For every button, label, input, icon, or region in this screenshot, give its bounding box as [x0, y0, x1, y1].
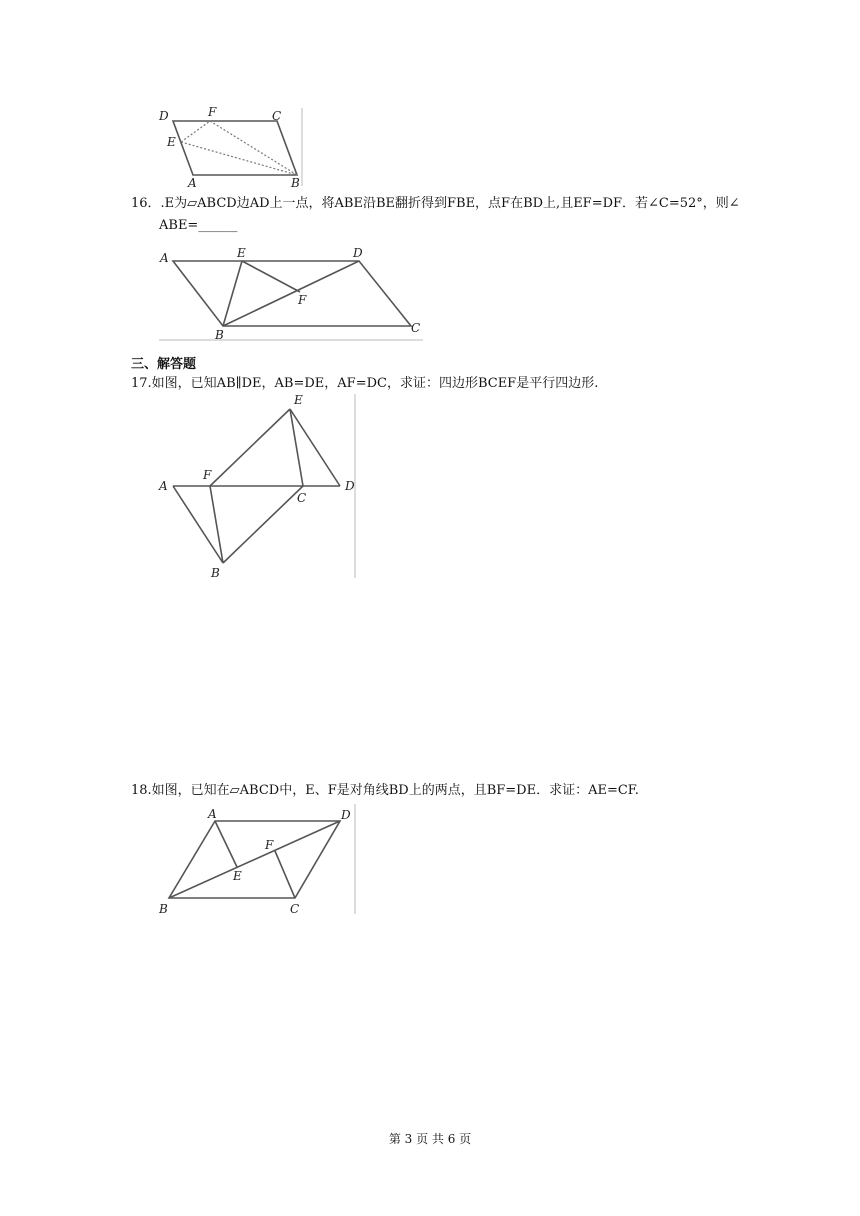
segment-ec	[290, 409, 303, 486]
segment-fb	[210, 121, 297, 175]
question-16-line2: ABE=______	[159, 218, 238, 233]
segment-bc	[223, 486, 303, 563]
label-d: D	[159, 109, 169, 123]
parallelogram-abcd	[173, 121, 297, 175]
label-b: B	[291, 176, 300, 190]
segment-ef	[181, 121, 210, 142]
segment-fe	[210, 409, 290, 486]
figure-q15	[155, 100, 310, 190]
label-c: C	[290, 902, 300, 916]
segment-ed	[290, 409, 340, 486]
label-c: C	[272, 109, 282, 123]
label-d: D	[341, 808, 351, 822]
diagonal-bd	[169, 821, 340, 898]
label-b: B	[159, 902, 168, 916]
segment-bf	[210, 486, 223, 563]
label-a: A	[160, 251, 169, 265]
question-16-line1: 16．.E为▱ABCD边AD上一点，将ABE沿BE翻折得到FBE，点F在BD上,且EF=DF．若∠C=52°，则∠	[131, 196, 740, 211]
label-e: E	[294, 393, 303, 407]
label-d: D	[345, 479, 355, 493]
page-footer: 第 3 页 共 6 页	[388, 1132, 472, 1146]
label-b: B	[215, 328, 224, 342]
label-f: F	[208, 105, 217, 119]
label-c: C	[297, 491, 307, 505]
label-b: B	[211, 566, 220, 580]
segment-be	[223, 261, 242, 326]
figure-q16	[155, 240, 430, 345]
segment-eb	[181, 142, 297, 175]
label-e: E	[233, 869, 242, 883]
label-a: A	[208, 807, 217, 821]
question-18: 18.如图，已知在▱ABCD中，E、F是对角线BD上的两点，且BF=DE．求证：AE=CF.	[131, 783, 639, 798]
label-f: F	[298, 293, 307, 307]
segment-ae	[215, 821, 237, 867]
label-f: F	[265, 838, 274, 852]
label-a: A	[159, 479, 168, 493]
label-e: E	[167, 135, 176, 149]
label-c: C	[411, 321, 421, 335]
figure-q18	[155, 800, 365, 920]
figure-q17	[155, 390, 365, 585]
label-e: E	[237, 246, 246, 260]
label-a: A	[188, 176, 197, 190]
label-d: D	[353, 246, 363, 260]
segment-bd	[223, 261, 359, 326]
section-title: 三、解答题	[131, 357, 197, 372]
label-f: F	[203, 468, 212, 482]
segment-ab	[173, 486, 223, 563]
segment-ef	[242, 261, 300, 292]
question-16	[131, 193, 781, 237]
question-17: 17.如图，已知AB∥DE，AB=DE，AF=DC，求证：四边形BCEF是平行四边形.	[131, 376, 599, 391]
segment-cf	[275, 851, 295, 898]
